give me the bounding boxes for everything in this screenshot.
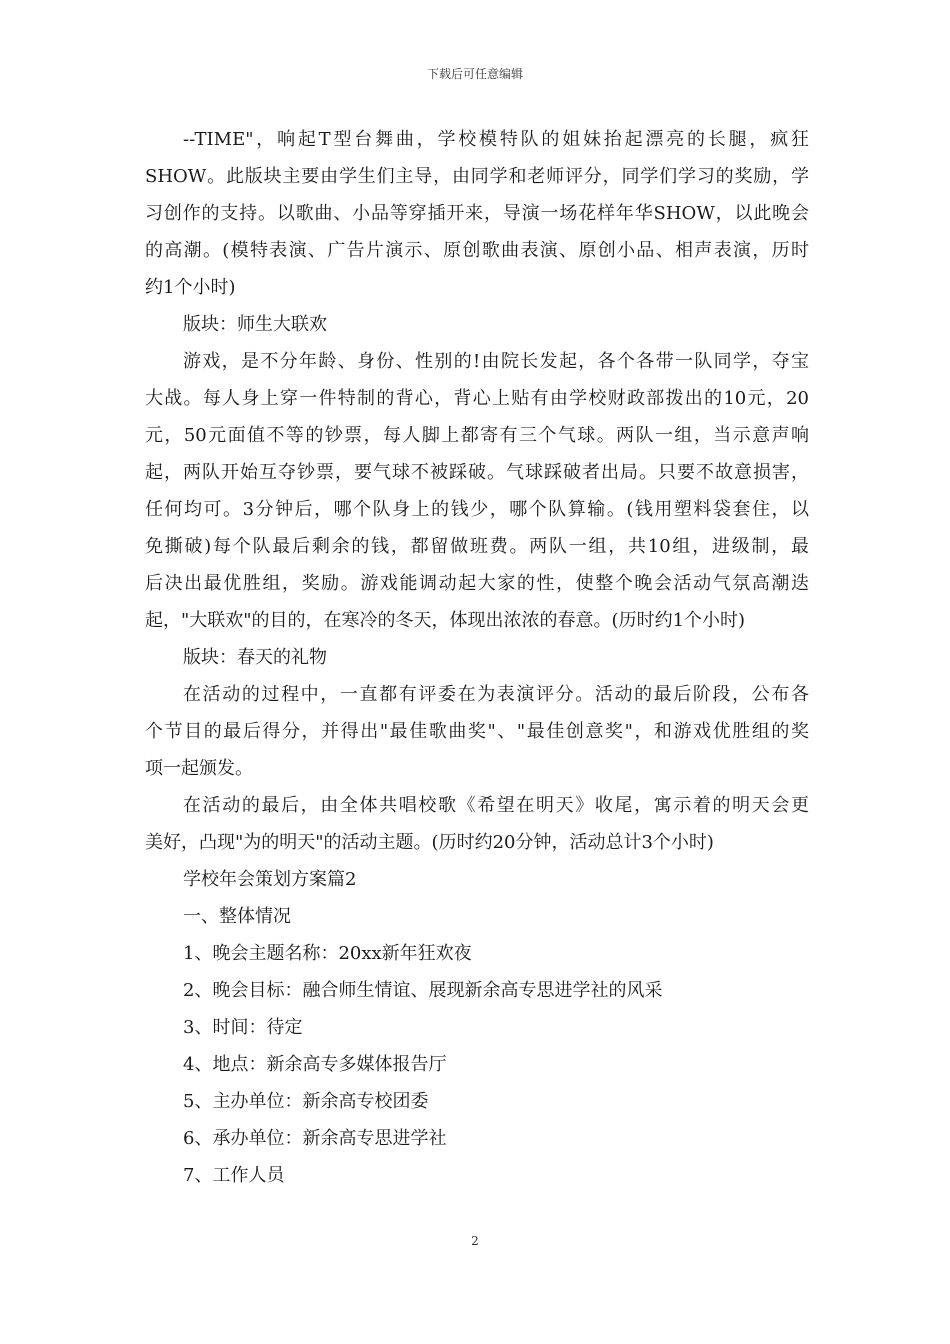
page-number: 2 [471,1234,479,1248]
text-line: 4、地点：新余高专多媒体报告厅 [183,1054,447,1075]
text-line: SHOW。此版块主要由学生们主导，由同学和老师评分，同学们学习的奖励，学 [145,166,809,187]
text-line: 在活动的过程中，一直都有评委在为表演评分。活动的最后阶段，公布各 [183,684,809,705]
text-line: 一、整体情况 [183,906,291,927]
text-line: 任何均可。3分钟后，哪个队身上的钱少，哪个队算输。(钱用塑料袋套住，以 [145,499,809,520]
text-line: 美好，凸现"为的明天"的活动主题。(历时约20分钟，活动总计3个小时) [145,832,714,853]
text-line: 5、主办单位：新余高专校团委 [183,1091,429,1112]
text-line: 起，"大联欢"的目的，在寒冷的冬天，体现出浓浓的春意。(历时约1个小时) [145,610,746,631]
text-line: 起，两队开始互夺钞票，要气球不被踩破。气球踩破者出局。只要不故意损害， [145,462,809,483]
text-line: 6、承办单位：新余高专思进学社 [183,1128,447,1149]
text-line: 约1个小时) [145,277,236,298]
text-line: 后决出最优胜组，奖励。游戏能调动起大家的性，使整个晚会活动气氛高潮迭 [145,573,809,594]
text-line: --TIME"，响起T型台舞曲，学校模特队的姐妹抬起漂亮的长腿，疯狂 [183,129,809,150]
text-line: 免撕破)每个队最后剩余的钱，都留做班费。两队一组，共10组，进级制，最 [145,536,809,557]
document-body [145,121,809,1194]
text-line: 习创作的支持。以歌曲、小品等穿插开来，导演一场花样年华SHOW，以此晚会 [145,203,809,224]
text-line: 在活动的最后，由全体共唱校歌《希望在明天》收尾，寓示着的明天会更 [183,795,809,816]
page-header: 下载后可任意编辑 [426,67,523,81]
text-line: 1、晚会主题名称：20xx新年狂欢夜 [183,943,472,964]
text-line: 学校年会策划方案篇2 [183,869,357,890]
text-line: 项一起颁发。 [145,758,253,779]
text-line: 版块：师生大联欢 [183,314,327,335]
text-line: 2、晚会目标：融合师生情谊、展现新余高专思进学社的风采 [183,980,663,1001]
text-line: 大战。每人身上穿一件特制的背心，背心上贴有由学校财政部拨出的10元，20 [145,388,809,409]
text-line: 3、时间：待定 [183,1017,303,1038]
text-line: 版块：春天的礼物 [183,647,327,668]
text-line: 个节目的最后得分，并得出"最佳歌曲奖"、"最佳创意奖"，和游戏优胜组的奖 [145,721,809,742]
text-line: 元，50元面值不等的钞票，每人脚上都寄有三个气球。两队一组，当示意声响 [145,425,809,446]
text-line: 的高潮。(模特表演、广告片演示、原创歌曲表演、原创小品、相声表演，历时 [145,240,809,261]
text-line: 游戏，是不分年龄、身份、性别的!由院长发起，各个各带一队同学，夺宝 [183,351,809,372]
text-line: 7、工作人员 [183,1165,285,1186]
